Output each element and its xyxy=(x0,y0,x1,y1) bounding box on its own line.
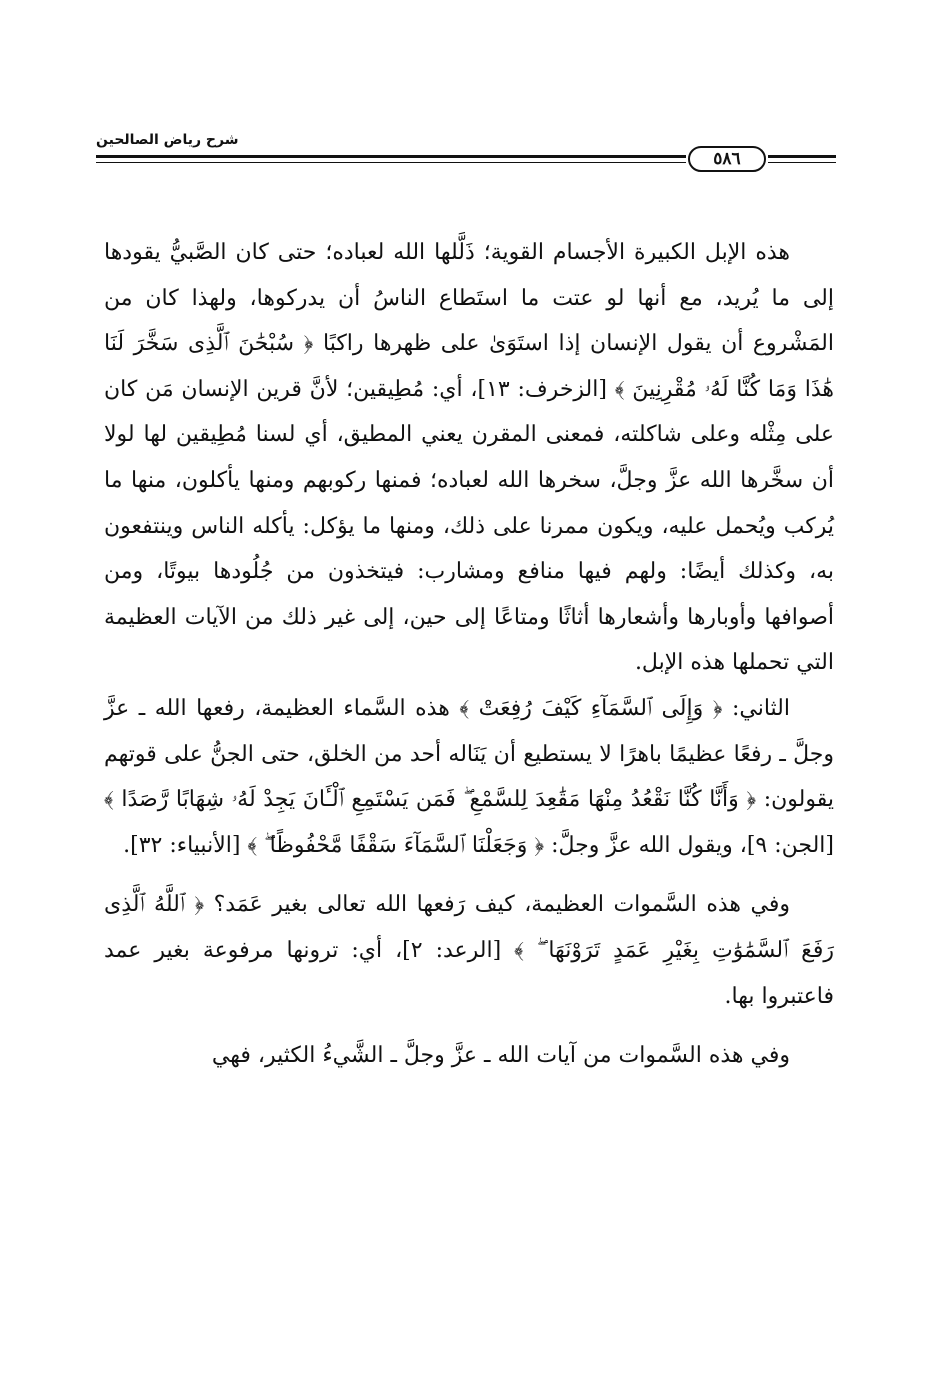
paragraph-sky-raised: الثاني: ﴿ وَإِلَى ٱلسَّمَآءِ كَيْفَ رُفِعَتْ ﴾ هذه السَّماء العظيمة، رفعها الله ـ عزَّ وجلَّ ـ رفعًا عظيمًا باهرًا لا يستطيع أن يَنَاله أحد من الخلق، حتى الجنُّ على قوتهم يقولون: ﴿ وَأَنَّا كُنَّا نَقْعُدُ مِنْهَا مَقَٰعِدَ لِلسَّمْعِ ۖ فَمَن يَسْتَمِعِ ٱلْـَٔانَ يَجِدْ لَهُۥ شِهَابًا رَّصَدًا ﴾ [الجن: ٩]، ويقول الله عزَّ وجلَّ: ﴿ وَجَعَلْنَا ٱلسَّمَآءَ سَقْفًا مَّحْفُوظًا ۖ ﴾ [الأنبياء: ٣٢]. xyxy=(104,695,834,858)
header-rule-thick-right xyxy=(768,155,836,158)
body-text xyxy=(104,230,834,1079)
header-rule-thin-right xyxy=(768,162,836,163)
header-rule-thick xyxy=(96,155,686,158)
paragraph-heavens-without-pillars: وفي هذه السَّموات العظيمة، كيف رَفعها الله تعالى بغير عَمَد؟ ﴿ ٱللَّهُ ٱلَّذِى رَفَعَ ٱلسَّمَٰوَٰتِ بِغَيْرِ عَمَدٍ تَرَوْنَهَا ۖ ﴾ [الرعد: ٢]، أي: ترونها مرفوعة بغير عمد فاعتبروا بها. xyxy=(104,892,834,1009)
paragraph-camels: هذه الإبل الكبيرة الأجسام القوية؛ ذَلَّلها الله لعباده؛ حتى كان الصَّبيُّ يقودها إلى ما يُريد، مع أنها لو عتت ما استَطاع الناسُ أن يدركوها، ولهذا كان من المَشْروع أن يقول الإنسان إذا استَوَىٰ على ظهرها راكبًا ﴿ سُبْحَٰنَ ٱلَّذِى سَخَّرَ لَنَا هَٰذَا وَمَا كُنَّا لَهُۥ مُقْرِنِينَ ﴾ [الزخرف: ١٣]، أي: مُطِيقين؛ لأنَّ قرين الإنسان مَن كان على مِثْله وعلى شاكلته، فمعنى المقرن يعني المطيق، أي لسنا مُطِيقين لها لولا أن سخَّرها الله عزَّ وجلَّ، سخرها الله لعباده؛ فمنها ركوبهم ومنها يأكلون، منها ما يُركب ويُحمل عليه، ويكون ممرنا على ذلك، ومنها ما يؤكل: يأكله الناس وينتفعون به، وكذلك أيضًا: ولهم فيها منافع ومشارب: فيتخذون من جُلُودها بيوتًا، ومن أصوافها وأوبارها وأشعارها أثاثًا ومتاعًا إلى حين، إلى غير ذلك من الآيات العظيمة التي تحملها هذه الإبل. xyxy=(104,240,834,676)
page-header xyxy=(96,128,836,178)
running-title: شرح رياض الصالحين xyxy=(96,132,239,148)
header-rule-thin xyxy=(96,162,686,163)
paragraph-signs-in-heavens: وفي هذه السَّموات من آيات الله ـ عزَّ وجلَّ ـ الشَّيءُ الكثير، فهي xyxy=(211,1043,790,1069)
page-number: ٥٨٦ xyxy=(688,146,766,172)
